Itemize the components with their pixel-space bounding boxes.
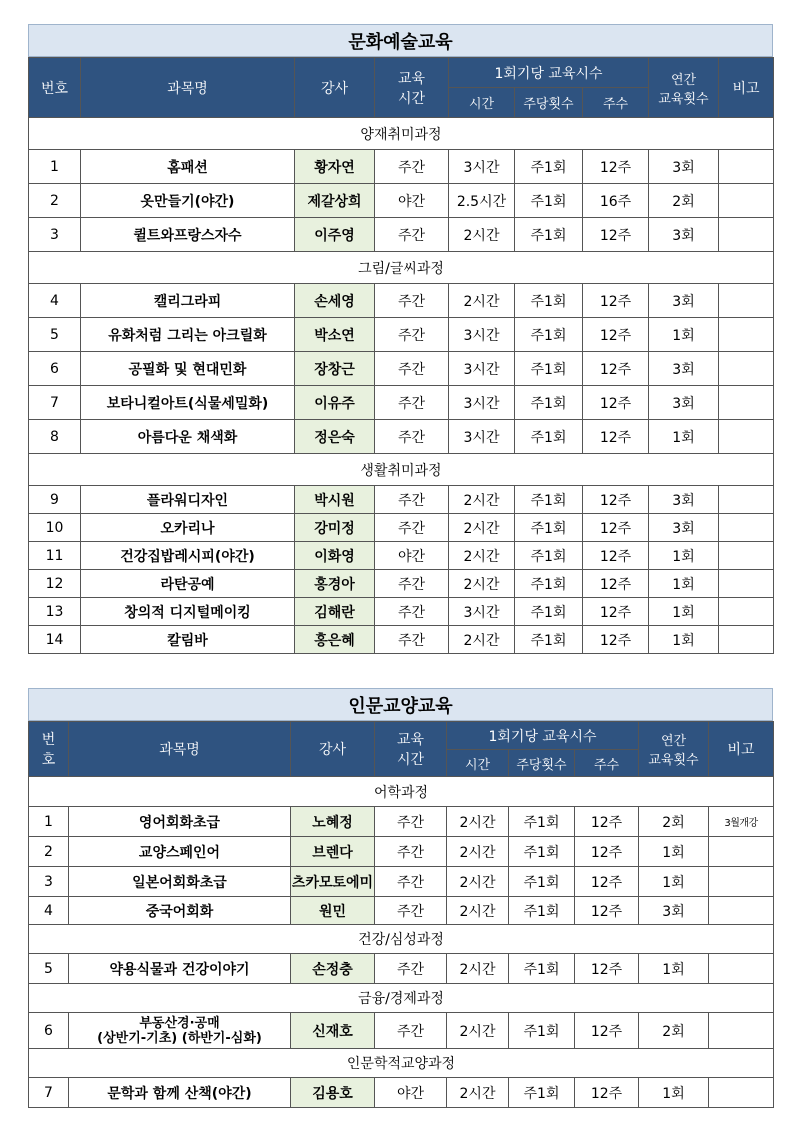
table-row — [29, 1078, 774, 1108]
table-cell: 1회 — [639, 954, 709, 984]
table-cell: 일본어회화초급 — [69, 867, 291, 897]
table-cell: 6 — [29, 352, 81, 386]
table-cell: 김해란 — [295, 598, 375, 626]
table-cell: 창의적 디지털메이킹 — [81, 598, 295, 626]
table-cell: 5 — [29, 954, 69, 984]
table-cell: 박소연 — [295, 318, 375, 352]
table-cell: 주1회 — [515, 542, 583, 570]
table-cell: 2시간 — [449, 514, 515, 542]
table-row — [29, 386, 774, 420]
category-row: 그림/글씨과정 — [29, 252, 774, 284]
table-cell: 3회 — [649, 514, 719, 542]
table-cell: 12주 — [583, 598, 649, 626]
table-cell: 츠카모토에미 — [291, 867, 375, 897]
header-annual: 연간 교육횟수 — [639, 722, 709, 777]
table-cell: 손세영 — [295, 284, 375, 318]
table-cell: 장창근 — [295, 352, 375, 386]
table-cell: 주간 — [375, 570, 449, 598]
table-cell: 아름다운 채색화 — [81, 420, 295, 454]
table-cell: 주간 — [375, 318, 449, 352]
category-row: 생활취미과정 — [29, 454, 774, 486]
table-row — [29, 954, 774, 984]
table-cell: 2회 — [639, 807, 709, 837]
table-row — [29, 284, 774, 318]
table-cell: 2시간 — [447, 837, 509, 867]
table-cell: 주간 — [375, 284, 449, 318]
table-cell: 주1회 — [509, 837, 575, 867]
table-row — [29, 150, 774, 184]
table-cell: 노혜정 — [291, 807, 375, 837]
table-cell: 2 — [29, 837, 69, 867]
header-note: 비고 — [709, 722, 774, 777]
table-cell: 2회 — [649, 184, 719, 218]
header-weeks: 주수 — [575, 750, 639, 777]
category-row: 양재취미과정 — [29, 118, 774, 150]
table-cell: 12주 — [583, 284, 649, 318]
table-cell: 12주 — [583, 486, 649, 514]
table-cell: 주1회 — [515, 514, 583, 542]
table-cell: 정은숙 — [295, 420, 375, 454]
table-cell: 주간 — [375, 867, 447, 897]
table-cell: 강미정 — [295, 514, 375, 542]
table-cell: 2시간 — [447, 954, 509, 984]
table-cell: 주간 — [375, 420, 449, 454]
table-cell: 건강집밥레시피(야간) — [81, 542, 295, 570]
table-cell: 2.5시간 — [449, 184, 515, 218]
table-cell: 12주 — [575, 954, 639, 984]
table-cell: 주간 — [375, 626, 449, 654]
table-cell — [719, 218, 774, 252]
table-cell: 12주 — [583, 150, 649, 184]
table-row — [29, 184, 774, 218]
table-cell: 캘리그라피 — [81, 284, 295, 318]
table-cell — [709, 837, 774, 867]
table-cell: 12주 — [575, 1078, 639, 1108]
table-cell: 3회 — [649, 352, 719, 386]
table-row — [29, 318, 774, 352]
table-cell: 라탄공예 — [81, 570, 295, 598]
table-cell: 보타니컬아트(식물세밀화) — [81, 386, 295, 420]
table-cell: 9 — [29, 486, 81, 514]
table-cell: 주1회 — [515, 184, 583, 218]
table-cell: 3회 — [649, 386, 719, 420]
table-cell: 주1회 — [515, 570, 583, 598]
table-cell: 주간 — [375, 837, 447, 867]
table-cell — [719, 386, 774, 420]
header-weekly: 주당횟수 — [509, 750, 575, 777]
table-row — [29, 867, 774, 897]
table-cell: 12주 — [575, 867, 639, 897]
table-cell: 12주 — [583, 318, 649, 352]
table-cell — [709, 867, 774, 897]
table-cell: 12주 — [575, 837, 639, 867]
table-cell: 3회 — [639, 897, 709, 925]
table-cell: 주간 — [375, 598, 449, 626]
table-cell: 16주 — [583, 184, 649, 218]
table-cell: 주1회 — [509, 807, 575, 837]
table-cell: 2시간 — [447, 1013, 509, 1049]
course-table — [28, 721, 774, 1108]
table-row — [29, 897, 774, 925]
table-cell: 칼림바 — [81, 626, 295, 654]
table-row — [29, 837, 774, 867]
header-no: 번호 — [29, 58, 81, 118]
table-cell: 오카리나 — [81, 514, 295, 542]
table-cell: 야간 — [375, 542, 449, 570]
header-hours: 시간 — [447, 750, 509, 777]
table-cell: 중국어회화 — [69, 897, 291, 925]
table-cell: 황자연 — [295, 150, 375, 184]
table-cell: 주1회 — [515, 420, 583, 454]
table-cell: 주간 — [375, 386, 449, 420]
category-row: 어학과정 — [29, 777, 774, 807]
table-cell — [719, 570, 774, 598]
table-cell: 3 — [29, 867, 69, 897]
header-per-session: 1회기당 교육시수 — [449, 58, 649, 88]
table-cell: 1회 — [639, 1078, 709, 1108]
table-cell: 주1회 — [515, 150, 583, 184]
table-cell: 5 — [29, 318, 81, 352]
table-cell: 12주 — [583, 570, 649, 598]
table-cell: 12주 — [583, 514, 649, 542]
header-annual: 연간 교육횟수 — [649, 58, 719, 118]
culture-arts-section — [28, 24, 773, 654]
table-cell: 주1회 — [515, 218, 583, 252]
table-cell: 이화영 — [295, 542, 375, 570]
category-row: 인문학적교양과정 — [29, 1049, 774, 1078]
table-cell: 1회 — [649, 420, 719, 454]
table-cell: 12주 — [575, 897, 639, 925]
table-cell — [719, 514, 774, 542]
table-cell: 주간 — [375, 897, 447, 925]
humanities-section — [28, 688, 773, 1108]
table-cell: 김용호 — [291, 1078, 375, 1108]
table-cell: 문학과 함께 산책(야간) — [69, 1078, 291, 1108]
table-cell: 주간 — [375, 486, 449, 514]
table-cell: 3회 — [649, 284, 719, 318]
header-per-session: 1회기당 교육시수 — [447, 722, 639, 750]
table-cell: 3회 — [649, 486, 719, 514]
table-cell: 약용식물과 건강이야기 — [69, 954, 291, 984]
table-cell: 영어회화초급 — [69, 807, 291, 837]
table-cell: 주간 — [375, 150, 449, 184]
table-cell — [709, 1078, 774, 1108]
table-cell — [719, 626, 774, 654]
table-row — [29, 598, 774, 626]
table-cell: 주1회 — [515, 598, 583, 626]
table-cell: 2시간 — [449, 626, 515, 654]
table-cell: 3시간 — [449, 150, 515, 184]
header-instructor: 강사 — [291, 722, 375, 777]
table-cell: 1회 — [649, 598, 719, 626]
table-row — [29, 542, 774, 570]
table-cell: 이주영 — [295, 218, 375, 252]
table-cell: 2시간 — [449, 284, 515, 318]
table-cell — [719, 420, 774, 454]
table-cell: 3시간 — [449, 318, 515, 352]
table-cell: 2시간 — [447, 1078, 509, 1108]
table-cell: 주간 — [375, 352, 449, 386]
table-cell — [719, 150, 774, 184]
header-edu-time: 교육 시간 — [375, 722, 447, 777]
table-cell: 12주 — [583, 542, 649, 570]
table-cell: 2 — [29, 184, 81, 218]
section-title: 인문교양교육 — [28, 688, 773, 721]
table-cell: 2시간 — [449, 542, 515, 570]
table-cell: 3시간 — [449, 386, 515, 420]
table-cell: 12 — [29, 570, 81, 598]
table-cell: 2시간 — [447, 867, 509, 897]
header-no: 번 호 — [29, 722, 69, 777]
table-cell: 주1회 — [509, 1078, 575, 1108]
table-cell: 1 — [29, 807, 69, 837]
table-cell: 3시간 — [449, 352, 515, 386]
table-cell: 3 — [29, 218, 81, 252]
table-cell: 10 — [29, 514, 81, 542]
header-subject: 과목명 — [81, 58, 295, 118]
table-row — [29, 352, 774, 386]
table-row — [29, 420, 774, 454]
table-cell: 주1회 — [515, 626, 583, 654]
table-row — [29, 1013, 774, 1049]
table-cell: 야간 — [375, 1078, 447, 1108]
table-cell: 4 — [29, 284, 81, 318]
table-cell: 이유주 — [295, 386, 375, 420]
table-cell: 12주 — [583, 386, 649, 420]
header-weeks: 주수 — [583, 88, 649, 118]
table-cell: 12주 — [575, 807, 639, 837]
header-note: 비고 — [719, 58, 774, 118]
table-cell: 주1회 — [515, 284, 583, 318]
category-row: 금융/경제과정 — [29, 984, 774, 1013]
table-cell: 12주 — [583, 420, 649, 454]
table-cell: 8 — [29, 420, 81, 454]
table-cell: 박시원 — [295, 486, 375, 514]
course-table — [28, 57, 774, 654]
table-cell: 3회 — [649, 218, 719, 252]
table-cell: 주간 — [375, 954, 447, 984]
table-cell: 신재호 — [291, 1013, 375, 1049]
table-cell: 유화처럼 그리는 아크릴화 — [81, 318, 295, 352]
header-subject: 과목명 — [69, 722, 291, 777]
table-cell: 1회 — [649, 542, 719, 570]
table-cell: 브렌다 — [291, 837, 375, 867]
table-cell: 1회 — [649, 318, 719, 352]
table-cell: 주간 — [375, 514, 449, 542]
table-cell: 2회 — [639, 1013, 709, 1049]
table-cell: 야간 — [375, 184, 449, 218]
table-cell: 주1회 — [515, 386, 583, 420]
table-cell — [719, 486, 774, 514]
table-cell: 2시간 — [449, 486, 515, 514]
table-cell: 1회 — [639, 867, 709, 897]
table-cell — [719, 542, 774, 570]
table-cell: 7 — [29, 1078, 69, 1108]
table-cell: 손정충 — [291, 954, 375, 984]
table-cell: 제갈상희 — [295, 184, 375, 218]
table-cell — [719, 284, 774, 318]
table-cell: 주간 — [375, 1013, 447, 1049]
table-cell: 주1회 — [509, 954, 575, 984]
section-title: 문화예술교육 — [28, 24, 773, 57]
table-cell: 1회 — [649, 570, 719, 598]
header-edu-time: 교육 시간 — [375, 58, 449, 118]
table-cell — [719, 352, 774, 386]
table-cell: 플라워디자인 — [81, 486, 295, 514]
table-cell — [709, 1013, 774, 1049]
table-cell — [719, 318, 774, 352]
table-cell: 11 — [29, 542, 81, 570]
table-cell: 12주 — [583, 626, 649, 654]
table-cell: 홈패션 — [81, 150, 295, 184]
header-hours: 시간 — [449, 88, 515, 118]
table-cell: 14 — [29, 626, 81, 654]
table-cell: 공필화 및 현대민화 — [81, 352, 295, 386]
table-cell: 1회 — [649, 626, 719, 654]
table-cell: 주간 — [375, 807, 447, 837]
table-cell: 13 — [29, 598, 81, 626]
table-row — [29, 807, 774, 837]
table-cell: 주1회 — [509, 1013, 575, 1049]
table-cell: 주1회 — [509, 867, 575, 897]
table-cell: 주1회 — [515, 486, 583, 514]
table-cell: 7 — [29, 386, 81, 420]
table-cell: 2시간 — [449, 218, 515, 252]
category-row: 건강/심성과정 — [29, 925, 774, 954]
header-instructor: 강사 — [295, 58, 375, 118]
table-cell: 교양스페인어 — [69, 837, 291, 867]
table-cell: 주1회 — [515, 318, 583, 352]
table-cell: 3시간 — [449, 598, 515, 626]
table-cell: 12주 — [583, 218, 649, 252]
table-cell: 1 — [29, 150, 81, 184]
table-row — [29, 626, 774, 654]
table-row — [29, 218, 774, 252]
table-cell: 3시간 — [449, 420, 515, 454]
table-cell: 4 — [29, 897, 69, 925]
table-cell — [709, 897, 774, 925]
table-cell: 주1회 — [509, 897, 575, 925]
table-row — [29, 486, 774, 514]
table-cell: 3회 — [649, 150, 719, 184]
table-cell: 12주 — [583, 352, 649, 386]
table-cell: 홍은혜 — [295, 626, 375, 654]
table-cell: 12주 — [575, 1013, 639, 1049]
table-cell: 2시간 — [449, 570, 515, 598]
table-cell: 주간 — [375, 218, 449, 252]
header-weekly: 주당횟수 — [515, 88, 583, 118]
table-cell — [719, 598, 774, 626]
table-cell: 6 — [29, 1013, 69, 1049]
table-cell: 3월개강 — [709, 807, 774, 837]
table-cell: 부동산경·공매 (상반기-기초) (하반기-심화) — [69, 1013, 291, 1049]
table-row — [29, 570, 774, 598]
table-cell: 홍경아 — [295, 570, 375, 598]
table-cell: 2시간 — [447, 807, 509, 837]
table-row — [29, 514, 774, 542]
table-cell: 옷만들기(야간) — [81, 184, 295, 218]
table-cell: 2시간 — [447, 897, 509, 925]
table-cell: 퀼트와프랑스자수 — [81, 218, 295, 252]
table-cell: 원민 — [291, 897, 375, 925]
table-cell — [709, 954, 774, 984]
table-cell: 1회 — [639, 837, 709, 867]
table-cell — [719, 184, 774, 218]
table-cell: 주1회 — [515, 352, 583, 386]
